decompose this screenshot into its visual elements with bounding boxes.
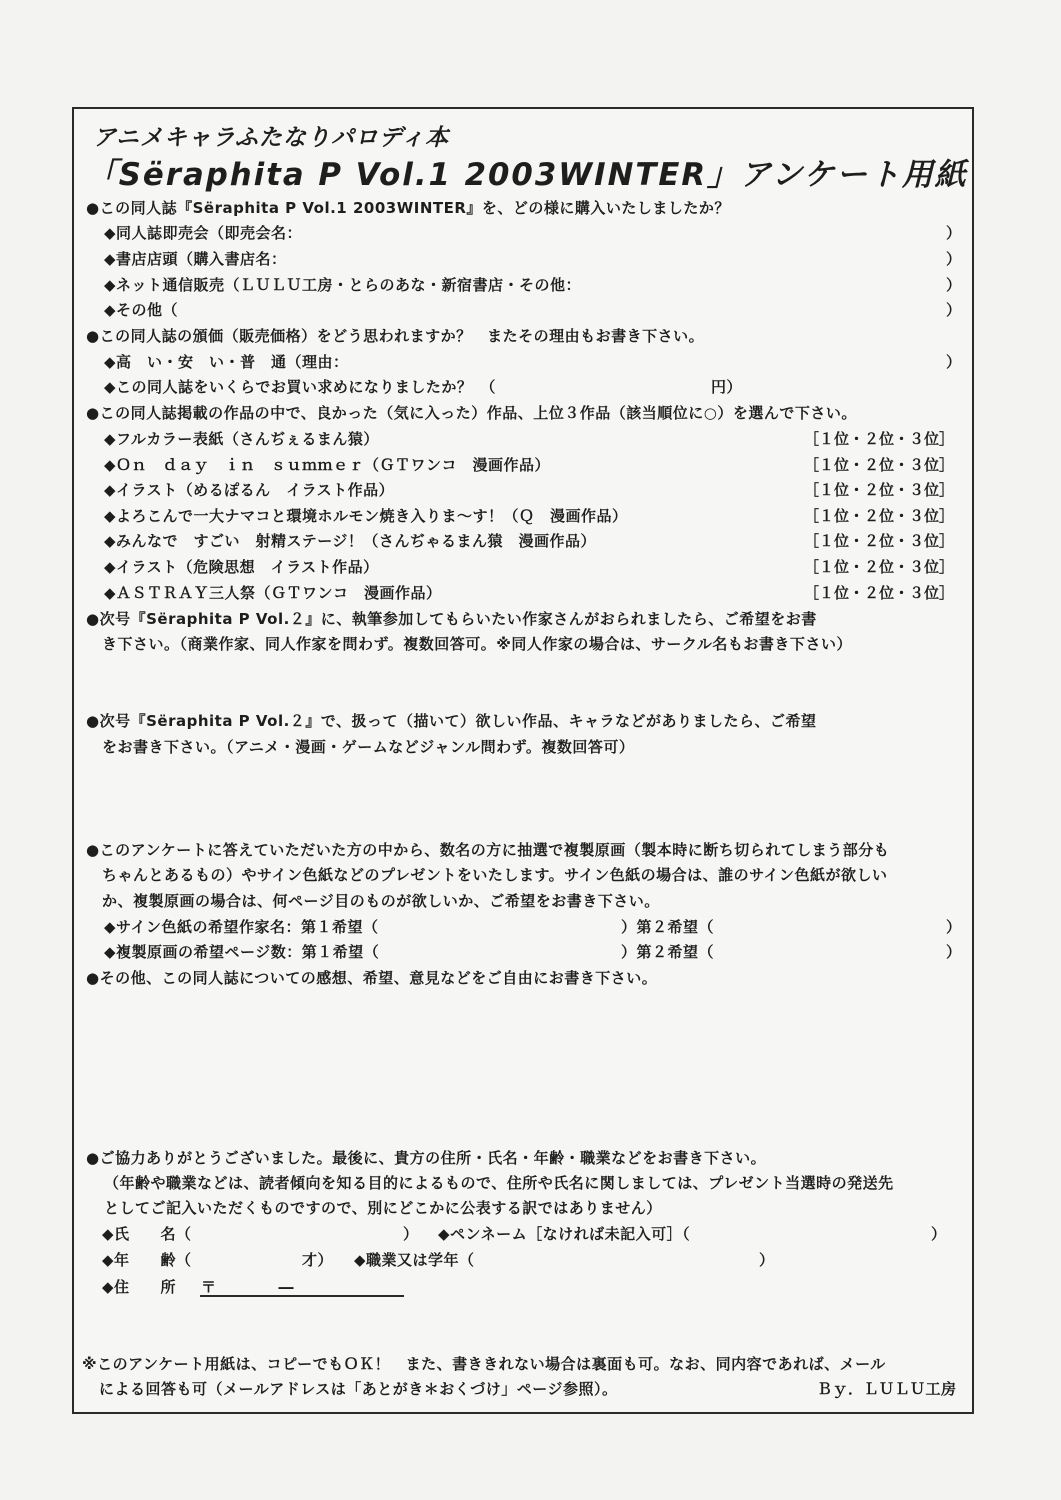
- q6-second-choice[interactable]: ）第２希望（: [621, 918, 715, 936]
- paren-close: ）: [759, 1251, 775, 1269]
- q6-second-choice[interactable]: ）第２希望（: [621, 943, 715, 961]
- q1-option-event[interactable]: ◆同人誌即売会（即売会名：: [104, 224, 303, 242]
- paren-close: ）: [946, 250, 962, 268]
- q5-question-cont: をお書き下さい。（アニメ・漫画・ゲームなどジャンル問わず。複数回答可）: [102, 738, 635, 756]
- q3-question: ●この同人誌掲載の作品の中で、良かった（気に入った）作品、上位３作品（該当順位に○）を選んで下さい。: [86, 404, 857, 422]
- footer-note: ※このアンケート用紙は、コピーでもＯＫ！ また、書ききれない場合は裏面も可。なお、同内容であれば、メール: [82, 1355, 886, 1373]
- q3-rank-selector[interactable]: ［１位・２位・３位］: [804, 558, 955, 576]
- q4-question: ●次号『Sëraphita P Vol.２』に、執筆参加してもらいたい作家さんがおられましたら、ご希望をお書: [86, 610, 817, 628]
- q6-question: ●このアンケートに答えていただいた方の中から、数名の方に抽選で複製原画（製本時に断ち切られてしまう部分も: [86, 841, 890, 859]
- q3-rank-selector[interactable]: ［１位・２位・３位］: [804, 430, 955, 448]
- footer-credit: Ｂｙ．ＬＵＬＵ工房: [817, 1380, 957, 1398]
- form-title: 「Sëraphita P Vol.1 2003WINTER」アンケート用紙: [86, 157, 968, 193]
- q2-yen: 円）: [711, 378, 743, 396]
- q6-question-cont: ちゃんとあるもの）やサイン色紙などのプレゼントをいたします。サイン色紙の場合は、誰のサイン色紙が欲しい: [102, 866, 888, 884]
- paren-close: ）: [931, 1225, 947, 1243]
- q7-question: ●その他、この同人誌についての感想、希望、意見などをご自由にお書き下さい。: [86, 969, 658, 987]
- paren-close: ）: [946, 301, 962, 319]
- q1-option-online[interactable]: ◆ネット通信販売（ＬＵＬＵ工房・とらのあな・新宿書店・その他：: [104, 276, 582, 294]
- paren-close: ）: [403, 1225, 419, 1243]
- address-field[interactable]: 〒 ―: [201, 1278, 295, 1296]
- q1-option-other[interactable]: ◆その他（: [104, 301, 179, 319]
- q6-question-cont: か、複製原画の場合は、何ページ目のものが欲しいか、ご希望をお書き下さい。: [102, 892, 660, 910]
- q6-page-request[interactable]: ◆複製原画の希望ページ数：第１希望（: [104, 943, 380, 961]
- q3-rank-selector[interactable]: ［１位・２位・３位］: [804, 532, 955, 550]
- q3-item: ◆イラスト（危険思想 イラスト作品）: [104, 558, 379, 576]
- q8-note-cont: としてご記入いただくものですので、別にどこかに公表する訳ではありません）: [104, 1199, 662, 1217]
- paren-close: ）: [946, 276, 962, 294]
- q3-item: ◆Ｏｎ ｄａｙ ｉｎ ｓｕｍｍｅｒ（ＧＴワンコ 漫画作品）: [104, 456, 551, 474]
- name-field[interactable]: ◆氏 名（: [102, 1225, 192, 1243]
- q1-option-store[interactable]: ◆書店店頭（購入書店名：: [104, 250, 287, 268]
- q3-rank-selector[interactable]: ［１位・２位・３位］: [804, 507, 955, 525]
- q1-question: ●この同人誌『Sëraphita P Vol.1 2003WINTER』を、どの様に購入いたしましたか？: [86, 199, 730, 217]
- age-field[interactable]: ◆年 齢（: [102, 1251, 192, 1269]
- q3-rank-selector[interactable]: ［１位・２位・３位］: [804, 456, 955, 474]
- paren-close: ）: [946, 224, 962, 242]
- penname-field[interactable]: ◆ペンネーム［なければ未記入可］（: [438, 1225, 691, 1243]
- q3-item: ◆よろこんで一大ナマコと環境ホルモン焼き入りま～す！（Ｑ 漫画作品）: [104, 507, 628, 525]
- q4-question-cont: き下さい。（商業作家、同人作家を問わず。複数回答可。※同人作家の場合は、サークル名もお書き下さい）: [102, 635, 852, 653]
- subtitle: アニメキャラふたなりパロディ本: [93, 125, 450, 151]
- q3-item: ◆フルカラー表紙（さんぢぇるまん猿）: [104, 430, 379, 448]
- q3-item: ◆みんなで すごい 射精ステージ！（さんぢゃるまん猿 漫画作品）: [104, 532, 596, 550]
- occupation-field[interactable]: ◆職業又は学年（: [354, 1251, 475, 1269]
- q2-question: ●この同人誌の頒価（販売価格）をどう思われますか？ またその理由もお書き下さい。: [86, 327, 705, 345]
- address-label: ◆住 所: [102, 1278, 177, 1296]
- q8-note: （年齢や職業などは、読者傾向を知る目的によるもので、住所や氏名に関しましては、プレゼント当選時の発送先: [104, 1174, 894, 1192]
- paren-close: ）: [946, 353, 962, 371]
- q3-rank-selector[interactable]: ［１位・２位・３位］: [804, 481, 955, 499]
- paren-close: ）: [946, 918, 962, 936]
- footer-note-cont: による回答も可（メールアドレスは「あとがき＊おくづけ」ページ参照）。: [99, 1380, 618, 1398]
- age-unit: 才）: [302, 1251, 334, 1269]
- q8-question: ●ご協力ありがとうございました。最後に、貴方の住所・氏名・年齢・職業などをお書き下さい。: [86, 1149, 767, 1167]
- q3-rank-selector[interactable]: ［１位・２位・３位］: [804, 584, 955, 602]
- address-underline: [200, 1295, 404, 1297]
- q3-item: ◆イラスト（めるぽるん イラスト作品）: [104, 481, 395, 499]
- q5-question: ●次号『Sëraphita P Vol.２』で、扱って（描いて）欲しい作品、キャラなどがありましたら、ご希望: [86, 712, 817, 730]
- q2-price-opinion[interactable]: ◆高 い・安 い・普 通（理由：: [104, 353, 349, 371]
- q3-item: ◆ＡＳＴＲＡＹ三人祭（ＧＴワンコ 漫画作品）: [104, 584, 442, 602]
- q2-price-paid[interactable]: ◆この同人誌をいくらでお買い求めになりましたか？ （: [104, 378, 496, 396]
- paren-close: ）: [946, 943, 962, 961]
- q6-sign-request[interactable]: ◆サイン色紙の希望作家名：第１希望（: [104, 918, 379, 936]
